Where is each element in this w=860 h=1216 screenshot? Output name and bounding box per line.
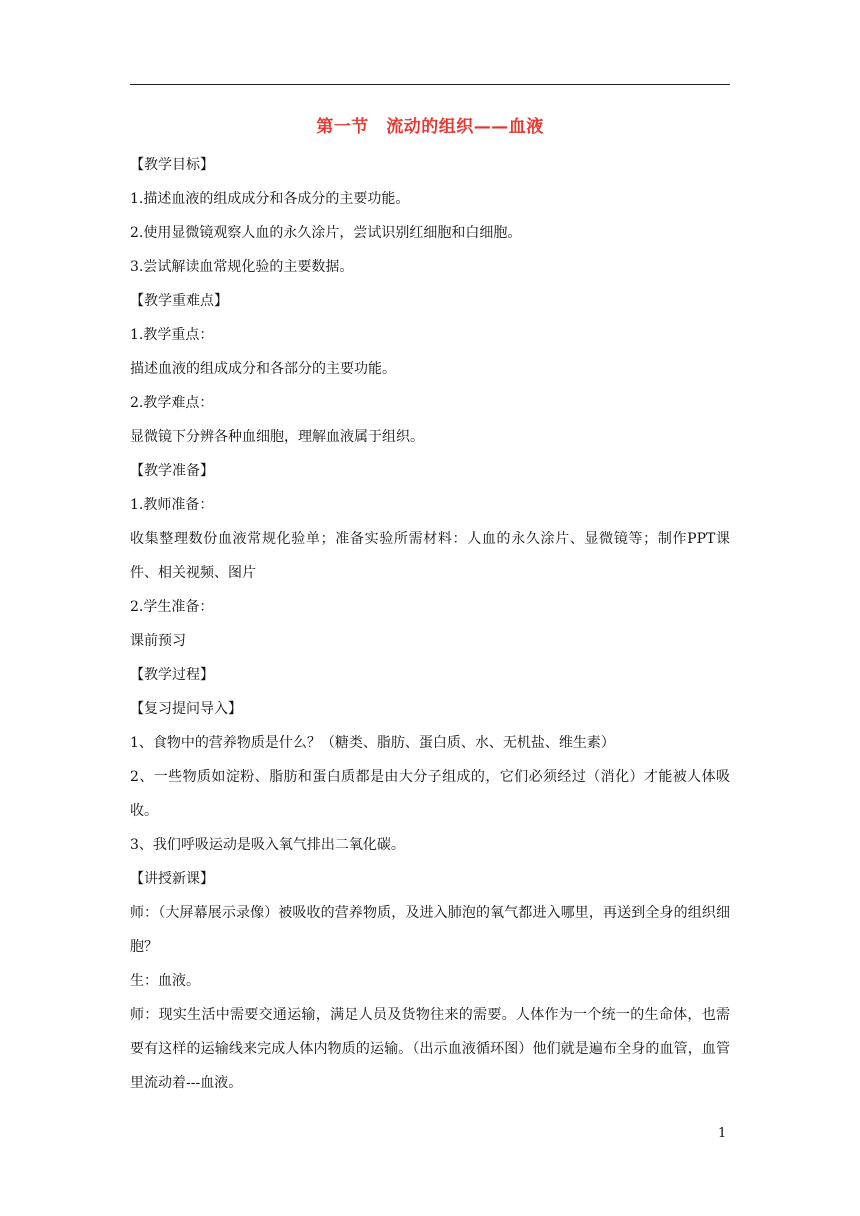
paragraph: 1.教学重点： (130, 327, 214, 343)
page-number: 1 (718, 1126, 727, 1141)
paragraph: 显微镜下分辨各种血细胞，理解血液属于组织。 (130, 429, 424, 445)
paragraph: 2.使用显微镜观察人血的永久涂片，尝试识别红细胞和白细胞。 (130, 225, 522, 241)
section-heading-new-lesson: 【讲授新课】 (130, 871, 214, 887)
section-heading-process: 【教学过程】 (130, 667, 214, 683)
paragraph: 3.尝试解读血常规化验的主要数据。 (130, 259, 354, 275)
paragraph: 师：现实生活中需要交通运输，满足人员及货物往来的需要。人体作为一个统一的生命体，也需要有这样的运输线来完成人体内物质的运输。（出示血液循环图）他们就是遍布全身的血管，血管里流动着---血液。 (130, 1007, 730, 1091)
paragraph: 3、我们呼吸运动是吸入氧气排出二氧化碳。 (130, 837, 405, 853)
paragraph: 2、一些物质如淀粉、脂肪和蛋白质都是由大分子组成的，它们必须经过（消化）才能被人体吸收。 (130, 769, 730, 819)
paragraph: 2.教学难点： (130, 395, 214, 411)
section-heading-review: 【复习提问导入】 (130, 701, 242, 717)
paragraph: 2.学生准备： (130, 599, 214, 615)
paragraph: 收集整理数份血液常规化验单；准备实验所需材料：人血的永久涂片、显微镜等；制作PPT课件、相关视频、图片 (130, 531, 730, 581)
paragraph: 1、食物中的营养物质是什么？（糖类、脂肪、蛋白质、水、无机盐、维生素） (130, 735, 615, 751)
paragraph: 师：（大屏幕展示录像）被吸收的营养物质，及进入肺泡的氧气都进入哪里，再送到全身的组织细胞？ (130, 905, 730, 955)
document-title: 第一节 流动的组织——血液 (316, 117, 544, 137)
paragraph: 1.描述血液的组成成分和各成分的主要功能。 (130, 191, 410, 207)
paragraph: 1.教师准备： (130, 497, 214, 513)
section-heading-preparation: 【教学准备】 (130, 463, 214, 479)
document-body (130, 148, 730, 1100)
header-rule (130, 84, 730, 85)
section-heading-key-points: 【教学重难点】 (130, 293, 228, 309)
paragraph: 描述血液的组成成分和各部分的主要功能。 (130, 361, 396, 377)
paragraph: 生：血液。 (130, 973, 200, 989)
section-heading-objectives: 【教学目标】 (130, 157, 214, 173)
paragraph: 课前预习 (130, 633, 186, 649)
